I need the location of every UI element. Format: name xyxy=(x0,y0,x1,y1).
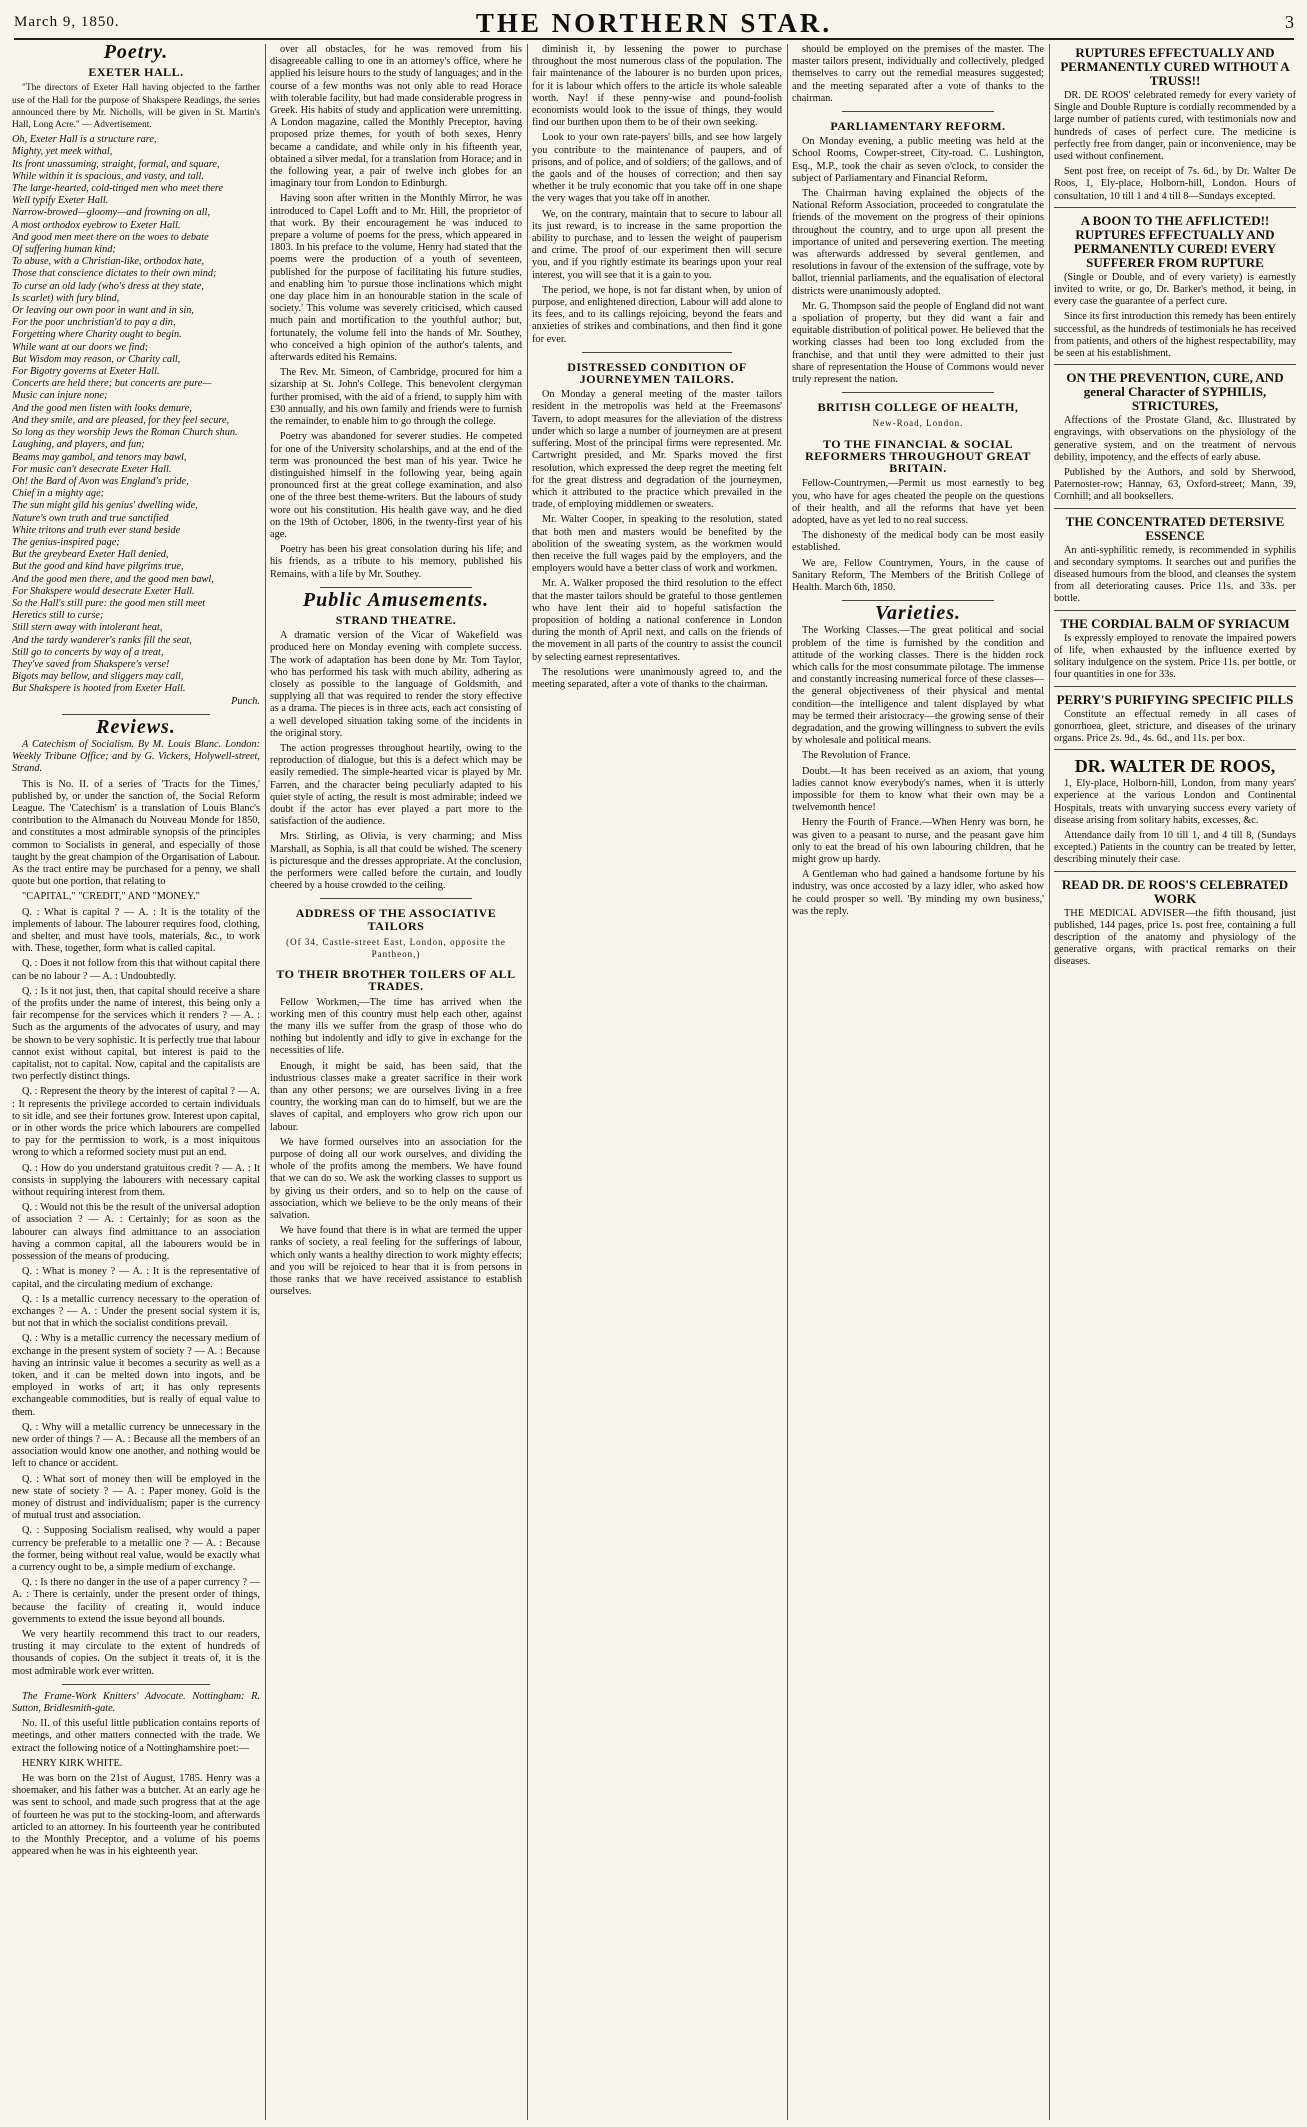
text-block: A Gentleman who had gained a handsome fortune by his industry, was once accosted by a lazy idler, who asked how he could prosper so well. 'By minding my own business,' was the reply. xyxy=(792,869,1044,917)
distressed-body xyxy=(532,389,782,691)
text-block: Q. : Is there no danger in the use of a paper currency ? — A. : There is certainly, under the present order of things, because the facility of creating it, would induce governments to extend the issue beyond all bounds. xyxy=(12,1577,260,1625)
address-subtitle: (Of 34, Castle-street East, London, opposite the Pantheon,) xyxy=(286,936,506,960)
text-block: HENRY KIRK WHITE. xyxy=(22,1757,123,1769)
text-block: He was born on the 21st of August, 1785. Henry was a shoemaker, and his father was a butcher. At an early age he was sent to school, and made such progress that at the age of fourteen he was put to the stocking-loom, and afterwards articled to an attorney. In his fourteenth year he contributed to the Monthly Preceptor, and a volume of his poems appeared when he was in his eighteenth year. xyxy=(12,1773,260,1858)
advertisement xyxy=(1054,207,1296,360)
strand-body xyxy=(270,630,522,892)
text-block: Q. : What is capital ? — A. : It is the totality of the implements of labour. The labourer requires food, clothing, and shelter, and must have tools, materials, &c., to work with. These, together, form what is called capital. xyxy=(12,906,260,955)
advertisement xyxy=(1054,686,1296,746)
text-block: The sun might gild his genius' dwelling wide, xyxy=(12,500,198,512)
text-block: Q. : Supposing Socialism realised, why would a paper currency be preferable to a metallic one ? — A. : Because the former, being without real value, would be exactly what a currency ought to be, a simple medium of exchange. xyxy=(12,1525,260,1573)
text-block: Q. : What is money ? — A. : It is the representative of capital, and the circulating medium of exchange. xyxy=(12,1266,260,1290)
text-block: Having soon after written in the Monthly Mirror, he was introduced to Capel Lofft and to Mr. Hill, the proprietor of that work. By their encouragement he was induced to prepare a volume of poems for the press, which appeared in 1803. In his preface to the volume, Henry had stated that the poems were the production of a youth of seventeen, published for the purpose of facilitating his future studies, and enabling him 'to pursue those inclinations which might one day place him in an honourable station in the scale of society.' This volume was severely criticised, which caused much pain and mortification to the youthful author; but, fortunately, the volume fell into the hands of Mr. Southey, who conceived a high opinion of the author's talents, and afterwards edited his Remains. xyxy=(270,193,522,364)
text-block: The Chairman having explained the objects of the National Reform Association, proceeded to congratulate the friends of the movement on the progress of their opinions throughout the country, and to urge upon all present the importance of united and persevering exertion. The meeting was afterwards addressed by several gentlemen, and resolutions in favour of the extension of the suffrage, vote by ballot, triennial parliaments, and the equalisation of electoral districts were unanimously adopted. xyxy=(792,188,1044,297)
text-block: over all obstacles, for he was removed from his disagreeable calling to one in an attorney's office, where he applied his leisure hours to the study of languages; and in the course of a few months was not only able to read Horace with tolerable facility, but had made considerable progress in Greek. His habits of study and application were unremitting. A London magazine, called the Monthly Preceptor, having proposed prize themes, for youth of both sexes, Henry became a candidate, and while only in his fifteenth year, obtained a silver medal, for a translation from Horace; and in the following year, a pair of twelve inch globes for an imaginary tour from London to Edinburgh. xyxy=(270,44,522,190)
text-block: Bigots may bellow, and sliggers may call, xyxy=(12,671,184,683)
text-block: For Shakspere would desecrate Exeter Hall. xyxy=(12,585,195,597)
text-block: Mighty, yet meek withal, xyxy=(12,146,113,158)
text-block: diminish it, by lessening the power to purchase throughout the most numerous class of the population. The fair maintenance of the labourer is no burden upon prices, for it is labour which offers to the article its whole saleable worth. Nay! if these penny-wise and pound-foolish economists would look to the issue of things, they would find our burthen upon them to be of their own seeking. xyxy=(532,44,782,129)
text-block: And they smile, and are pleased, for they feel secure, xyxy=(12,414,230,426)
text-block: For the poor unchristian'd to pay a din, xyxy=(12,317,176,329)
text-block: On Monday evening, a public meeting was held at the School Rooms, Cowper-street, City-road. C. Lushington, Esq., M.P., took the chair as seven o'clock, to consider the subject of Parliamentary and Financial Reform. xyxy=(792,136,1044,184)
text-block: They've saved from Shakspere's verse! xyxy=(12,658,170,670)
text-block: The large-hearted, cold-tinged men who meet there xyxy=(12,183,224,195)
poem-intro: "The directors of Exeter Hall having objected to the farther use of the Hall for the purpose of Shakspere Readings, the series announced there by Mr. Nicholls, will be given in St. Martin's Hall, Long Acre." — Advertisement. xyxy=(12,83,260,131)
column-4 xyxy=(792,44,1044,2120)
text-block: Q. : Why is a metallic currency the necessary medium of exchange in the present system of society ? — A. : Because having an intrinsic value it becomes a security as well as a token, and it can be melted down into ingots, and be employed in works of art; it has only represents exchangeable commodities, but is really of equal value to them. xyxy=(12,1333,260,1418)
column-rule xyxy=(265,44,266,2120)
text-block: Q. : How do you understand gratuitous credit ? — A. : It consists in supplying the labourers with necessary capital without requiring interest from them. xyxy=(12,1162,260,1199)
text-block: For music can't desecrate Exeter Hall. xyxy=(12,463,172,475)
text-block: The resolutions were unanimously agreed to, and the meeting separated, after a vote of thanks to the chairman. xyxy=(532,666,782,690)
text-block: Mrs. Stirling, as Olivia, is very charming; and Miss Marshall, as Sophia, is all that could be wished. The scenery is picturesque and the dresses appropriate. At the conclusion, the performers were called before the curtain, and loudly cheered by a house crowded to the ceiling. xyxy=(270,831,522,892)
ad-body xyxy=(1054,709,1296,746)
text-block: Mr. A. Walker proposed the third resolution to the effect that the master tailors should be grateful to those gentlemen who have lent their aid to hopeful satisfaction the proposition of holding a national conference in London during the month of April next, and calls on the friends of the movement in all parts of the country to assist the council by selecting earnest representatives. xyxy=(532,578,782,663)
divider xyxy=(62,714,211,715)
advertisement xyxy=(1054,508,1296,606)
divider xyxy=(842,392,993,393)
text-block: But Wisdom may reason, or Charity call, xyxy=(12,353,181,365)
text-block: No. II. of this useful little publication contains reports of meetings, and other matters connected with the trade. We extract the following notice of a Nottinghamshire poet:— xyxy=(12,1718,260,1754)
text-block: Its front unassuming, straight, formal, and square, xyxy=(12,158,220,170)
article-continued xyxy=(270,44,522,581)
column-3 xyxy=(532,44,782,2120)
text-block: The genius-inspired page; xyxy=(12,536,120,548)
text-block: Nature's own truth and true sanctified xyxy=(12,512,169,524)
text-block: Q. : Would not this be the result of the universal adoption of association ? — A. : Certainly; for as soon as the labourer can always find admittance to an association having a common capital, all the labourers would be in possession of the means of producing. xyxy=(12,1202,260,1263)
amusements-heading: Public Amusements. xyxy=(302,588,490,611)
ad-body xyxy=(1054,272,1296,360)
column-rule xyxy=(527,44,528,2120)
text-block: And the good men there, and the good men bawl, xyxy=(12,573,214,585)
text-block: Doubt.—It has been received as an axiom, that young ladies cannot know everybody's names, when it is utterly impossible for them to know what their own may be a twelvemonth hence! xyxy=(792,765,1044,814)
text-block: Still go to concerts by way of a treat, xyxy=(12,646,164,658)
ad-title: PERRY'S PURIFYING SPECIFIC PILLS xyxy=(1056,691,1294,707)
ad-body xyxy=(1054,633,1296,682)
text-block: A dramatic version of the Vicar of Wakefield was produced here on Monday evening with complete success. The work of adaptation has been done by Mr. Tom Taylor, who has performed his task with much ability, adhering as closely as possible to the language of Goldsmith, and supplying all that was required to render the story effective as a drama. The pieces is in three acts, each act consisting of a well developed situation taking some of the incidents in the original story. xyxy=(270,630,522,739)
text-block: White tritons and truth ever stand beside xyxy=(12,524,181,536)
text-block: Heretics still to curse; xyxy=(12,610,104,622)
text-block: Is scarlet) with fury blind, xyxy=(12,292,120,304)
review-body xyxy=(12,779,260,1678)
text-block: THE MEDICAL ADVISER—the fifth thousand, just published, 144 pages, price 1s. post free, containing a full description of the anatomy and physiology of the generative organs, with practical remarks on their diseases. xyxy=(1054,907,1296,968)
text-block: Enough, it might be said, has been said, that the industrious classes make a greater sacrifice in their work than any other persons; we are ourselves living in a free country, the working man can do to himself, but we are the slaves of capital, and employers who grow rich upon our labour. xyxy=(270,1060,522,1133)
text-block: The action progresses throughout heartily, owing to the reproduction of dialogue, but this is a defect which may be easily remedied. The simple-hearted vicar is played by Mr. Farren, and the character being peculiarly adapted to his quiet style of acting, the result is most admirable; indeed we doubt if the actor has ever played a part more to the satisfaction of the audience. xyxy=(270,742,522,828)
column-1 xyxy=(12,44,260,2120)
text-block: The Rev. Mr. Simeon, of Cambridge, procured for him a sizarship at St. John's College. This benevolent clergyman further promised, with the aid of a friend, to supply him with £30 annually, and his own family and friends were to furnish the remainder, to enable him to go through the college. xyxy=(270,367,522,428)
text-block: Well typify Exeter Hall. xyxy=(12,195,109,207)
poem-title: EXETER HALL. xyxy=(88,65,184,80)
poem-body xyxy=(12,134,260,695)
text-block: Q. : Is it not just, then, that capital should receive a share of the profits under the name of interest, this being only a fair recompense for the services which it renders ? — A. : Such as the arguments of the advocates of usury, and may be shown to be very sophistic. It is perfectly true that labour cannot exist without capital, but interest is paid to the capitalist, not to capital. Now, capital and the capitalists are two perfectly distinct things. xyxy=(12,985,260,1083)
text-block: Affections of the Prostate Gland, &c. Illustrated by engravings, with observations on the physiology of the generative system, and on the treatment of nervous debility, impotency, and the effects of early abuse. xyxy=(1054,415,1296,463)
text-block: Chief in a mighty age; xyxy=(12,488,105,500)
newspaper-title: THE NORTHERN STAR. xyxy=(475,8,833,38)
ad-title: THE CONCENTRATED DETERSIVE ESSENCE xyxy=(1065,513,1285,543)
reviews-heading: Reviews. xyxy=(96,715,176,738)
health-body xyxy=(792,478,1044,594)
varieties-body xyxy=(792,625,1044,918)
column-rule xyxy=(1049,44,1050,2120)
text-block: The period, we hope, is not far distant when, by union of purpose, and enlightened direction, Labour will add alone to its fees, and to its callings rejoicing, beyond the fears and anxieties of strikes and combinations, and then find it gone for ever. xyxy=(532,284,782,345)
address-title: ADDRESS OF THE ASSOCIATIVE TAILORS xyxy=(295,906,497,933)
review-body xyxy=(12,1718,260,1858)
text-block: Still stern away with intolerant heat, xyxy=(12,622,163,634)
parliamentary-body xyxy=(792,136,1044,386)
text-block: An anti-syphilitic remedy, is recommended in syphilis and secondary symptoms. It searches out and purifies the diseased humours from the blood, and cleanses the system from all deteriorating causes. Price 11s. and 33s. per bottle. xyxy=(1054,544,1296,605)
divider xyxy=(582,352,732,353)
column-rule xyxy=(787,44,788,2120)
text-block: Oh, Exeter Hall is a structure rare, xyxy=(12,134,157,146)
poetry-heading: Poetry. xyxy=(103,44,169,63)
text-block: Narrow-browed—gloomy—and frowning on all, xyxy=(12,207,210,219)
column-2 xyxy=(270,44,522,2120)
text-block: Attendance daily from 10 till 1, and 4 till 8, (Sundays excepted.) Patients in the country can be treated by letter, describing minutely their case. xyxy=(1054,829,1296,866)
health-subtitle: New-Road, London. xyxy=(872,418,964,429)
column-5 xyxy=(1054,44,1296,2120)
address-body xyxy=(270,997,522,1299)
divider xyxy=(62,1684,211,1685)
health-title: BRITISH COLLEGE OF HEALTH, xyxy=(817,400,1019,415)
advertisement xyxy=(1054,871,1296,969)
text-block: Q. : Why will a metallic currency be unnecessary in the new order of things ? — A. : Because all the members of an association would know one another, and nothing would be left to chance or accident. xyxy=(12,1421,260,1470)
strand-title: STRAND THEATRE. xyxy=(335,612,457,627)
text-block: Forgetting where Charity ought to begin. xyxy=(12,329,182,341)
text-block: should be employed on the premises of the master. The master tailors present, individually and collectively, pledged themselves to carry out the remedial measures suggested; and the meeting separated after a vote of thanks to the chairman. xyxy=(792,44,1044,104)
text-block: To curse an old lady (who's dress at they state, xyxy=(12,280,204,292)
ad-body xyxy=(1054,415,1296,503)
text-block: Look to your own rate-payers' bills, and see how largely you contribute to the maintenance of paupers, and of prisons, and of police, and of soldiers; of the gallows, and of the gaols and of the houses of correction; and then say whether it be truly economic that you take off in one shape the very wages that you take off in another. xyxy=(532,132,782,205)
masthead xyxy=(14,4,1294,40)
text-block: We are, Fellow Countrymen, Yours, in the cause of Sanitary Reform, The Members of the British College of Health. March 6th, 1850. xyxy=(792,557,1044,593)
ad-title: A BOON TO THE AFFLICTED!! RUPTURES EFFECTUALLY AND PERMANENTLY CURED! EVERY SUFFERER FROM RUPTURE xyxy=(1073,212,1277,270)
text-block: Q. : Represent the theory by the interest of capital ? — A. : It represents the privilege accorded to certain individuals to sit idle, and see their fortunes grow. Interest upon capital, or in other words the price which labourers are compelled to pay for the permission to work, is a most iniquitous wrong to which a reformed society must put an end. xyxy=(12,1086,260,1159)
text-block: We, on the contrary, maintain that to secure to labour all its just reward, is to increase in the same proportion the ability to purchase, and to lessen the weight of pauperism and crime. The proof of our experiment then will secure you, and if you rightly estimate its bearings upon your real interest, you will see that it is a gain to you. xyxy=(532,208,782,281)
text-block: But the greybeard Exeter Hall denied, xyxy=(12,549,169,561)
address-to: TO THEIR BROTHER TOILERS OF ALL TRADES. xyxy=(276,967,516,994)
poem-signature: Punch. xyxy=(231,695,260,707)
text-block: Of suffering human kind; xyxy=(12,244,116,256)
text-block: The Revolution of France. xyxy=(802,750,911,762)
article-continued xyxy=(532,44,782,346)
divider xyxy=(842,111,993,112)
text-block: The Working Classes.—The great political and social problem of the time is furnished by the condition and attitude of the working classes. There is the hidden rock which calls for the most consummate pilotage. The immense and constantly increasing numerical force of these classes—the general objectiveness of their physical and mental condition—the intelligence and talent displayed by what may be termed their aristocracy—the growing sense of their degradation, and the growing willingness to subvert the evils by wholesale and political means. xyxy=(792,625,1044,747)
ad-body xyxy=(1054,778,1296,866)
ad-title: THE CORDIAL BALM OF SYRIACUM xyxy=(1060,615,1290,631)
text-block: While want at our doors we find; xyxy=(12,341,149,353)
text-block: Those that conscience dictates to their own mind; xyxy=(12,268,217,280)
text-block: So the Hall's still pure: the good men still meet xyxy=(12,597,206,609)
divider xyxy=(842,600,993,601)
ad-title: READ DR. DE ROOS'S CELEBRATED WORK xyxy=(1061,876,1289,906)
text-block: Since its first introduction this remedy has been entirely successful, as the hundreds of testimonials he has received from patients, and others of the highest respectability, may be seen at his establishment. xyxy=(1054,311,1296,360)
text-block: But Shakspere is hooted from Exeter Hall. xyxy=(12,683,186,695)
text-block: We very heartily recommend this tract to our readers, trusting it may circulate to the extent of hundreds of thousands of copies. On the subject it treats of, it is the most admirable work ever written. xyxy=(12,1628,260,1677)
text-block: On Monday a general meeting of the master tailors resident in the metropolis was held at the Freemasons' Tavern, to adopt measures for the alleviation of the distress under which so large a number of journeymen are at present suffering. Most of the principal firms were represented. Mr. Cartwright presided, and Mr. Sparks moved the first resolution, which expressed the deep regret the meeting felt for the great distress and degradation of the journeymen, which it attributed to the practice which prevailed in the trade, of employing middlemen or sweaters. xyxy=(532,389,782,511)
text-block: But the good and kind have pilgrims true, xyxy=(12,561,184,573)
text-block: Sent post free, on receipt of 7s. 6d., by Dr. Walter De Roos, 1, Ely-place, Holborn-hill, London. Hours of consultation, 10 till 1 and 4 till 8—Sundays excepted. xyxy=(1054,166,1296,202)
ad-title: DR. WALTER DE ROOS, xyxy=(1074,756,1276,777)
divider xyxy=(320,587,471,588)
text-block: Poetry has been his great consolation during his life; and his friends, as a tribute to his memory, published his Remains, with a life by Mr. Southey. xyxy=(270,544,522,580)
ad-body xyxy=(1054,908,1296,969)
text-block: We have formed ourselves into an association for the purpose of doing all our work ourselves, and dividing the whole of the profits among the members. We have found that we can do so. We ask the working classes to support us by giving us their orders, and so to help on the cause of association, which we believe to be the only means of their salvation. xyxy=(270,1136,522,1222)
text-block: A most orthodox eyebrow to Exeter Hall. xyxy=(12,219,181,231)
text-block: While within it is spacious, and vasty, and tall. xyxy=(12,170,204,182)
text-block: Fellow-Countrymen,—Permit us most earnestly to beg you, who have for ages cheated the people on the questions of their health, and all the reforms that have yet been adopted, have as yet led to no real success. xyxy=(792,478,1044,526)
text-block: 1, Ely-place, Holborn-hill, London, from many years' experience at the various London and Continental Hospitals, treats with unvarying success every variety of disease arising from solitary habits, excesses, &c. xyxy=(1054,778,1296,826)
text-block: Is expressly employed to renovate the impaired powers of life, when exhausted by the influence exerted by solitary indulgence on the system. Price 11s. per bottle, or four quantities in one for 33s. xyxy=(1054,632,1296,681)
text-block: Beams may gambol, and tenors may bawl, xyxy=(12,451,187,463)
issue-date: March 9, 1850. xyxy=(14,14,120,30)
text-block: Or leaving our own poor in want and in sin, xyxy=(12,305,194,317)
text-block: Q. : Does it not follow from this that without capital there can be no labour ? — A. : Undoubtedly. xyxy=(12,958,260,982)
text-block: Mr. G. Thompson said the people of England did not want a spoliation of property, but they did want a fair and equitable distribution of political power. He believed that the working classes had been too long excluded from the franchise, and that until they were admitted to their just share of representation the House of Commons would never truly represent the nation. xyxy=(792,300,1044,386)
varieties-heading: Varieties. xyxy=(874,602,962,625)
ad-body xyxy=(1054,545,1296,606)
text-block: Fellow Workmen,—The time has arrived when the working men of this country must help each other, against the many ills we suffer from the grasp of those who do nothing but indolently and idly to give in exchange for the necessities of life. xyxy=(270,996,522,1057)
review-title: The Frame-Work Knitters' Advocate. Nottingham: R. Sutton, Bridlesmith-gate. xyxy=(12,1690,260,1714)
article-continued xyxy=(792,44,1044,105)
ad-title: ON THE PREVENTION, CURE, AND general Character of SYPHILIS, STRICTURES, xyxy=(1066,370,1284,414)
parliamentary-title: PARLIAMENTARY REFORM. xyxy=(830,119,1006,134)
advertisement xyxy=(1054,364,1296,503)
text-block: Oh! the Bard of Avon was England's pride, xyxy=(12,475,189,487)
text-block: So long as they worship Jews the Roman Church shun. xyxy=(12,427,238,439)
advertisement xyxy=(1054,749,1296,866)
text-block: This is No. II. of a series of 'Tracts for the Times,' published by, or under the sanction of, the Social Reform League. The 'Catechism' is a translation of Louis Blanc's contribution to the Almanach du Nouveau Monde for 1850, and constitutes a most admirable synopsis of the principles common to Socialists in general, and especially of those taught by the great champion of the Organisation of Labour. As the tract entire may be purchased for a penny, we shall quote but one portion, that relating to xyxy=(12,778,260,888)
divider xyxy=(320,898,471,899)
review-title: A Catechism of Socialism. By M. Louis Blanc. London: Weekly Tribune Office; and by G. Vickers, Holywell-street, Strand. xyxy=(12,738,260,775)
health-to: TO THE FINANCIAL & SOCIAL REFORMERS THROUGHOUT GREAT BRITAIN. xyxy=(805,436,1031,476)
ad-body xyxy=(1054,90,1296,203)
text-block: DR. DE ROOS' celebrated remedy for every variety of Single and Double Rupture is cordially recommended by a large number of patients cured, with testimonials now and hundreds of cases of perfect cure. The medicine is perfectly free from danger, pain or inconvenience, may be used without confinement. xyxy=(1054,90,1296,163)
text-block: We have found that there is in what are termed the upper ranks of society, a real feeling for the sufferings of labour, which only wants a healthy direction to work mighty effects; and you will be rejoiced to hear that it is from persons in those ranks that we have received assistance to establish ourselves. xyxy=(270,1225,522,1298)
page-number: 3 xyxy=(1285,12,1294,32)
text-block: Q. : What sort of money then will be employed in the new state of society ? — A. : Paper money. Gold is the money of distrust and individualism; paper is the currency of mutual trust and association. xyxy=(12,1473,260,1522)
ad-title: RUPTURES EFFECTUALLY AND PERMANENTLY CURED WITHOUT A TRUSS!! xyxy=(1060,45,1290,88)
text-block: Laughing, and players, and fun; xyxy=(12,439,145,451)
text-block: Henry the Fourth of France.—When Henry was born, he was given to a peasant to nurse, and the peasant gave him only to eat the bread of his own labouring children, that he might grow up hardy. xyxy=(792,817,1044,865)
text-block: Q. : Is a metallic currency necessary to the operation of exchanges ? — A. : Under the present social system it is, but not that in which the socialist conditions prevail. xyxy=(12,1293,260,1330)
text-block: Constitute an effectual remedy in all cases of gonorrhoea, gleet, stricture, and diseases of the urinary organs. Price 2s. 9d., 4s. 6d., and 11s. per box. xyxy=(1054,708,1296,744)
text-block: Music can injure none; xyxy=(12,390,108,402)
text-block: The dishonesty of the medical body can be most easily established. xyxy=(792,530,1044,554)
text-block: Concerts are held there; but concerts are pure— xyxy=(12,378,212,390)
text-block: For Bigotry governs at Exeter Hall. xyxy=(12,366,160,378)
text-block: (Single or Double, and of every variety) is earnestly invited to write, or go, Dr. Barker's method, it being, in every case the guarantee of a perfect cure. xyxy=(1054,271,1296,308)
text-block: And good men meet there on the woes to debate xyxy=(12,231,209,243)
text-block: "CAPITAL," "CREDIT," AND "MONEY." xyxy=(22,891,200,903)
text-block: Published by the Authors, and sold by Sherwood, Paternoster-row; Hannay, 63, Oxford-street; Mann, 39, Cornhill; and all booksellers. xyxy=(1054,467,1296,503)
distressed-title: DISTRESSED CONDITION OF JOURNEYMEN TAILORS. xyxy=(567,359,747,387)
text-block: And the tardy wanderer's ranks fill the seat, xyxy=(12,634,192,646)
text-block: And the good men listen with looks demure, xyxy=(12,402,192,414)
text-block: Poetry was abandoned for severer studies. He competed for one of the University scholarships, and at the end of the term was pronounced the best man of his year. Twice he distinguished himself in the following year, being again pronounced first at the great college examination, and also one of the three best theme-writers. But the labours of study wore out his constitution. His health gave way, and he died on the 19th of October, 1806, in the twenty-first year of his age. xyxy=(270,431,522,540)
text-block: Mr. Walter Cooper, in speaking to the resolution, stated that both men and masters would be benefited by the abolition of the sweating system, as the workmen would then receive the full wages paid by the employers, and the employers would have a better class of work and workmen. xyxy=(532,514,782,575)
text-block: To abuse, with a Christian-like, orthodox hate, xyxy=(12,256,205,268)
advertisement xyxy=(1054,610,1296,682)
